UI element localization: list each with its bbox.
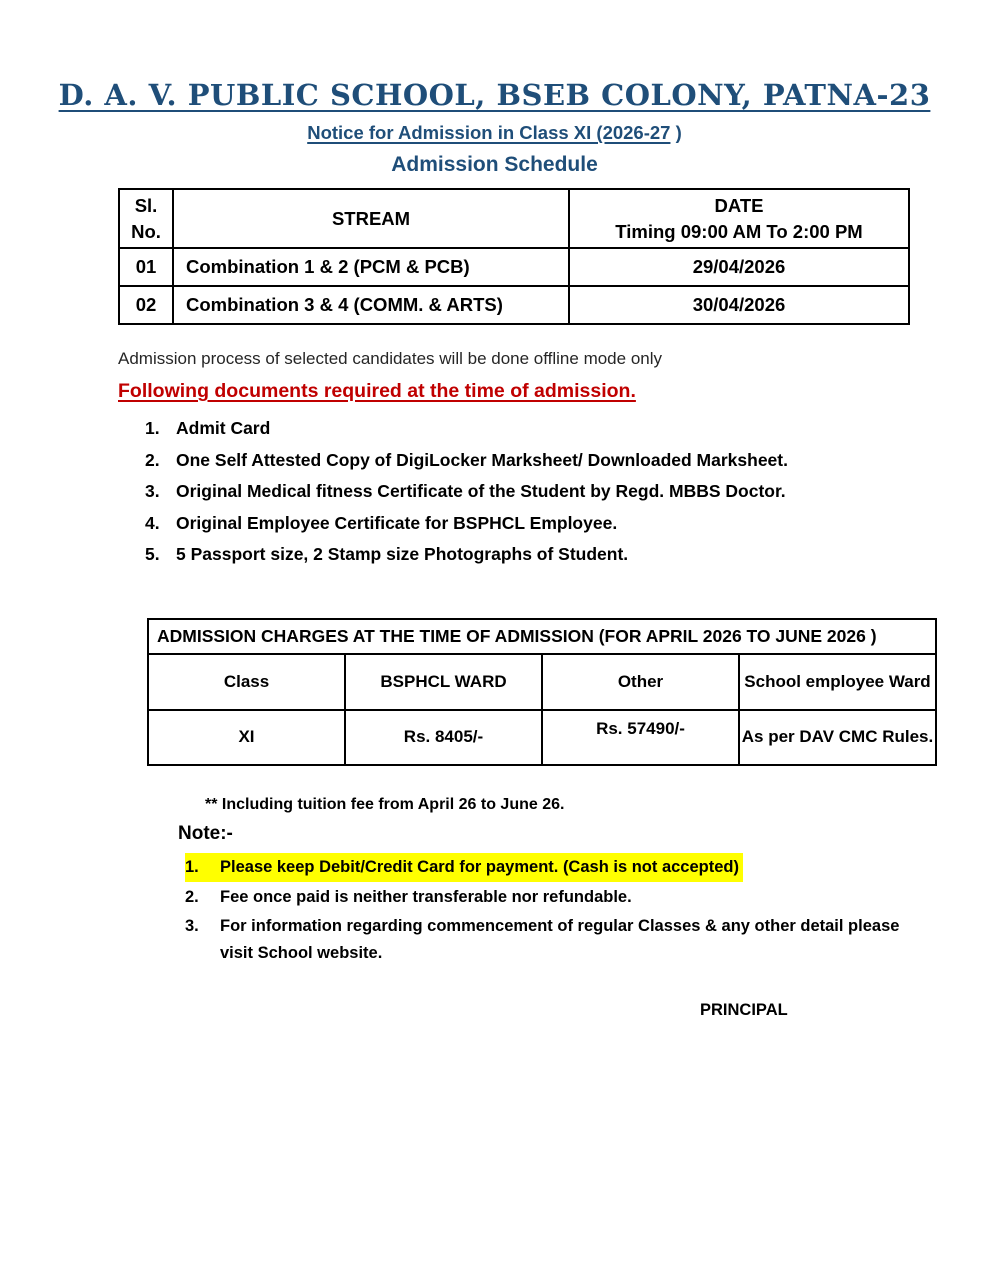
document-item-number: 4. — [145, 512, 160, 533]
charges-header-class: Class — [148, 654, 345, 710]
note-item — [185, 884, 930, 911]
document-item-number: 1. — [145, 418, 160, 438]
document-item-text: One Self Attested Copy of DigiLocker Marksheet/ Downloaded Marksheet. — [176, 449, 788, 470]
documents-required-heading: Following documents required at the time of admission. — [118, 380, 636, 402]
charges-header-other: Other — [542, 654, 739, 710]
admission-schedule-table — [118, 188, 910, 325]
charges-bsphcl-value: Rs. 8405/- — [345, 710, 542, 765]
document-item-text: 5 Passport size, 2 Stamp size Photographs of Student. — [176, 544, 629, 564]
admission-charges-table — [147, 618, 937, 766]
schedule-header-row — [119, 189, 909, 248]
document-item-number: 2. — [145, 449, 160, 470]
tuition-fee-note: ** Including tuition fee from April 26 to June 26. — [205, 795, 565, 813]
document-item — [145, 508, 989, 540]
schedule-row-2 — [119, 286, 909, 324]
documents-list — [145, 413, 989, 571]
note-item-number: 1. — [185, 857, 199, 876]
notes-list — [185, 853, 930, 967]
note-item-highlighted — [185, 853, 930, 882]
note-item-number: 2. — [185, 887, 199, 906]
offline-mode-note: Admission process of selected candidates will be done offline mode only — [118, 349, 662, 368]
row2-sl-no: 02 — [119, 286, 173, 324]
document-item — [145, 445, 989, 477]
row1-date: 29/04/2026 — [569, 248, 909, 286]
charges-header-bsphcl-ward: BSPHCL WARD — [345, 654, 542, 710]
note-item-text: Please keep Debit/Credit Card for payment. (Cash is not accepted) — [220, 857, 739, 876]
school-title — [0, 78, 989, 112]
row1-stream: Combination 1 & 2 (PCM & PCB) — [173, 248, 569, 286]
document-item-text: Admit Card — [176, 418, 271, 438]
schedule-row-1 — [119, 248, 909, 286]
row2-stream: Combination 3 & 4 (COMM. & ARTS) — [173, 286, 569, 324]
school-title-text: D. A. V. PUBLIC SCHOOL, BSEB COLONY, PATNA-23 — [58, 78, 931, 112]
note-item — [185, 913, 930, 967]
charges-data-row — [148, 710, 936, 765]
document-item — [145, 539, 989, 571]
charges-class-value: XI — [148, 710, 345, 765]
note-item-number: 3. — [185, 916, 199, 935]
charges-table-title: ADMISSION CHARGES AT THE TIME OF ADMISSION (FOR APRIL 2026 TO JUNE 2026 ) — [148, 619, 936, 654]
charges-header-row — [148, 654, 936, 710]
charges-school-value: As per DAV CMC Rules. — [739, 710, 936, 765]
charges-other-amount: Rs. 57490/- — [596, 719, 685, 738]
yellow-highlight — [185, 853, 743, 882]
header-date — [569, 189, 909, 248]
admission-schedule-heading: Admission Schedule — [391, 153, 598, 176]
header-no: No. — [131, 220, 161, 242]
document-item — [145, 413, 989, 445]
header-timing: Timing 09:00 AM To 2:00 PM — [615, 220, 863, 242]
header-date-label: DATE — [714, 194, 764, 216]
charges-title-row — [148, 619, 936, 654]
document-item-number: 3. — [145, 481, 160, 501]
note-item-text: Fee once paid is neither transferable nor refundable. — [220, 887, 632, 906]
principal-signature-label: PRINCIPAL — [700, 1000, 788, 1019]
header-sl-no — [119, 189, 173, 248]
header-stream: STREAM — [173, 189, 569, 248]
document-item — [145, 476, 989, 508]
header-sl: Sl. — [134, 194, 158, 216]
charges-header-school-employee-ward: School employee Ward — [739, 654, 936, 710]
charges-other-value — [542, 710, 739, 765]
document-item-text: Original Employee Certificate for BSPHCL Employee. — [176, 512, 618, 533]
notice-subtitle-underlined: Notice for Admission in Class XI (2026-27 — [307, 122, 671, 143]
note-item-text: For information regarding commencement of regular Classes & any other detail please visit School website. — [220, 916, 900, 962]
document-item-number: 5. — [145, 544, 160, 564]
note-label: Note:- — [178, 822, 233, 844]
row1-sl-no: 01 — [119, 248, 173, 286]
document-item-text: Original Medical fitness Certificate of the Student by Regd. MBBS Doctor. — [176, 481, 786, 501]
notice-subtitle — [0, 122, 989, 144]
notice-subtitle-suffix: ) — [670, 122, 682, 143]
row2-date: 30/04/2026 — [569, 286, 909, 324]
